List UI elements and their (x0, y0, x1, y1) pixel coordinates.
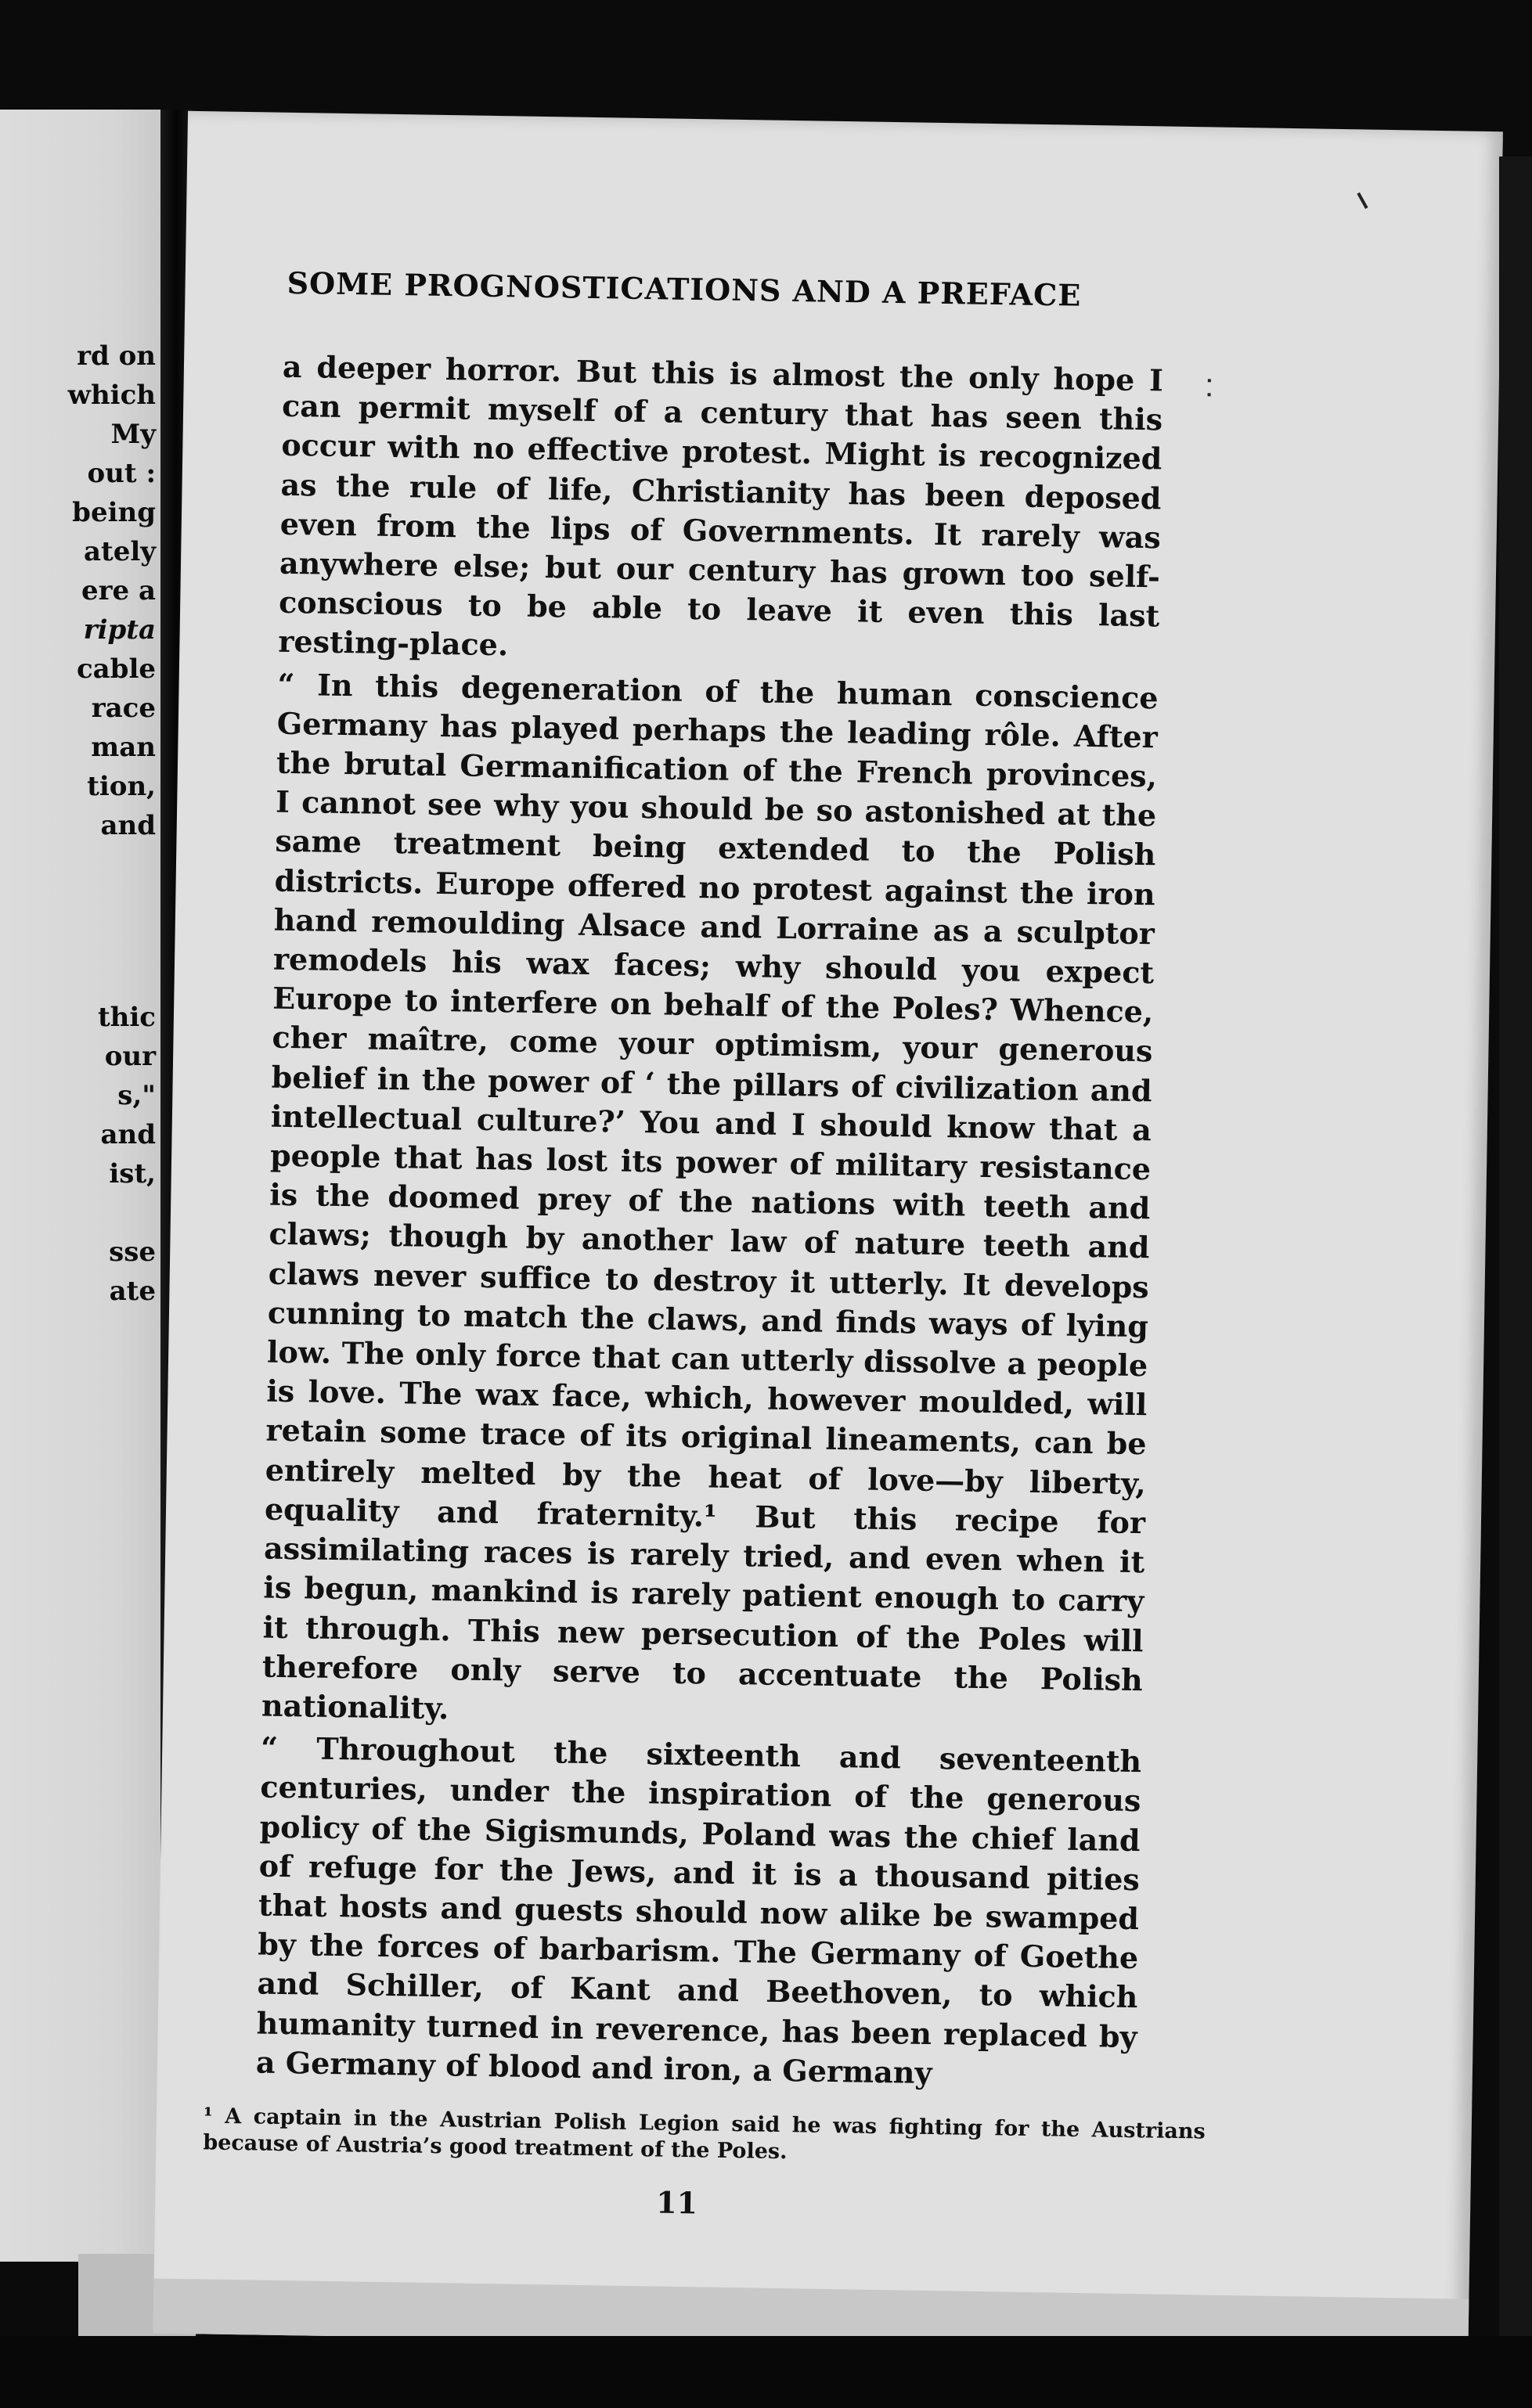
body-text (256, 347, 1164, 2096)
paragraph: a deeper horror. But this is almost the only hope I can permit myself of a century that has seen this occur with no effective protest. Might is recognized as the rule of life, Christianity has been deposed even from the lips of Governments. It rarely was anywhere else; but our century has grown too self-conscious to be able to leave it even this last resting-place. (278, 348, 1164, 663)
left-page-fragment: out : (87, 458, 156, 489)
left-facing-page (0, 110, 160, 2262)
left-page-fragment: ate (109, 1276, 156, 1307)
left-page-fragment: ripta (83, 614, 156, 646)
left-page-fragment: being (72, 497, 156, 528)
page-number: 11 (655, 2184, 698, 2221)
book-page (153, 111, 1502, 2354)
left-page-fragment: ere a (81, 575, 156, 606)
paragraph: “ Throughout the sixteenth and seventeenth centuries, under the inspiration of the generous policy of the Sigismunds, Poland was the chief land of refuge for the Jews, and it is a thousand pities that hosts and guests should now alike be swamped by the forces of barbarism. The Germany of Goethe and Schiller, of Kant and Beethoven, to which humanity turned in reverence, has been replaced by a Germany of blood and iron, a Germany (255, 1730, 1142, 2090)
left-page-fragment: which (67, 380, 156, 411)
left-page-fragment: rd on (77, 340, 156, 372)
left-page-fragment: and (100, 810, 156, 841)
left-page-fragment: ist, (109, 1158, 156, 1190)
left-page-fragment: s," (117, 1080, 156, 1111)
margin-speck (1208, 379, 1211, 382)
right-page-edge (1499, 157, 1532, 2408)
margin-speck (1208, 393, 1211, 396)
left-page-fragment: our (104, 1041, 156, 1072)
left-page-fragment: My (110, 419, 156, 450)
left-page-fragment: tion, (87, 771, 156, 802)
bottom-shadow (0, 2336, 1532, 2408)
paragraph: “ In this degeneration of the human conscience Germany has played perhaps the leading rôle. After the brutal Germanification of the French provinces, I cannot see why you should be so astonished at the same treatment being extended to the Polish districts. Europe offered no protest against the iron hand remoulding Alsace and Lorraine as a sculptor remodels his wax faces; why should you expect Europe to interfere on behalf of the Poles? Whence, cher maître, come your optimism, your generous belief in the power of ‘ the pillars of civilization and intellectual culture?’ You and I should know that a people that has lost its power of military resistance is the doomed prey of the nations with teeth and claws; though by another law of nature teeth and claws never suffice to destroy it utterly. It develops cunning to match the claws, and finds ways of lying low. The only force that can utterly dissolve a people is love. The wax face, which, however moulded, will retain some trace of its original lineaments, can be entirely melted by the heat of love—by liberty, equality and fraternity.¹ But this recipe for assimilating races is rarely tried, and even when it is begun, mankind is rarely patient enough to carry it through. This new persecution of the Poles will therefore only serve to accentuate the Polish nationality. (261, 666, 1159, 1726)
left-page-fragment: thic (97, 1002, 156, 1033)
left-page-fragment: sse (109, 1236, 156, 1268)
left-page-fragment: race (91, 693, 156, 724)
left-page-fragment: man (91, 732, 156, 763)
left-page-fragment: and (100, 1119, 156, 1150)
left-page-fragment: cable (76, 653, 156, 685)
left-page-fragment: ately (83, 536, 156, 567)
running-head: SOME PROGNOSTICATIONS AND A PREFACE (287, 265, 1082, 313)
footnote: ¹ A captain in the Austrian Polish Legion said he was fighting for the Austrians because of Austria’s good treatment of the Poles. (203, 2104, 1206, 2165)
margin-speck (1357, 193, 1368, 209)
